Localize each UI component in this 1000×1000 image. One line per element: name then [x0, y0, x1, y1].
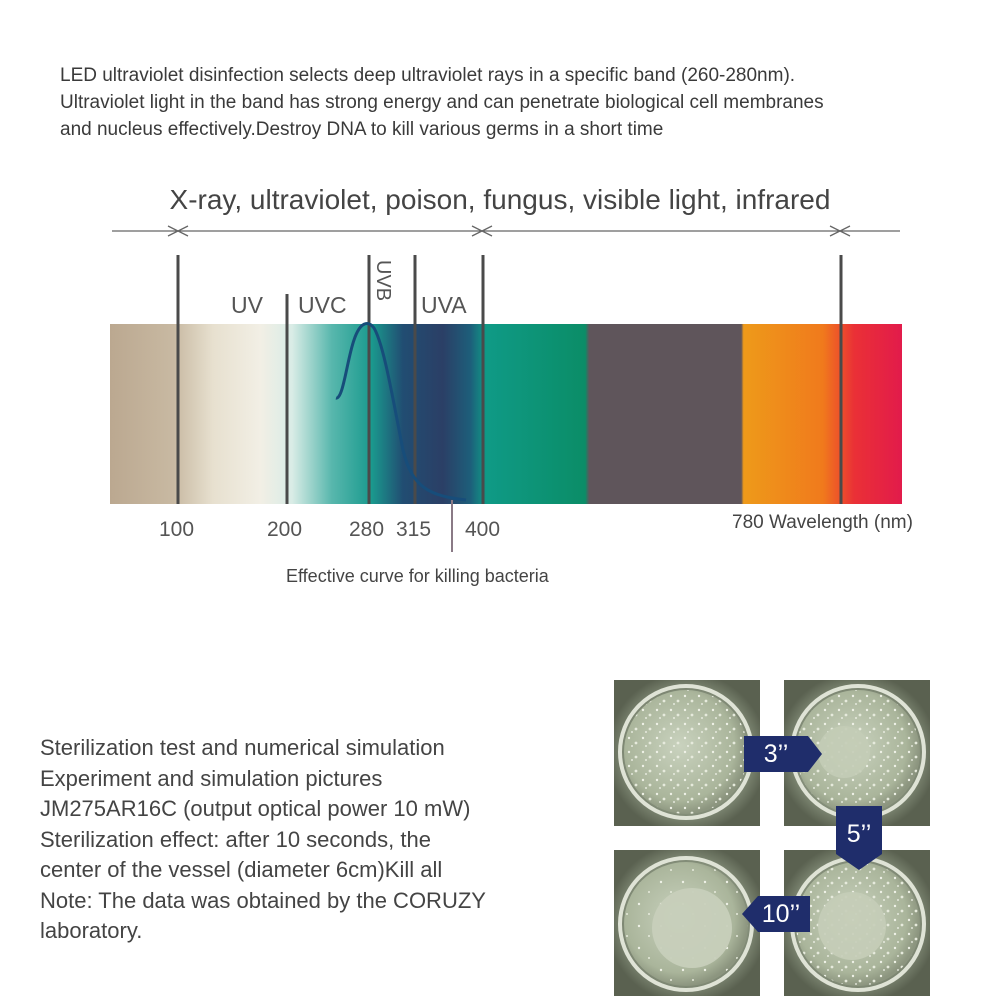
test-line: Sterilization test and numerical simulation — [40, 735, 445, 760]
intro-text — [60, 62, 990, 143]
band-title: X-ray, ultraviolet, poison, fungus, visible light, infrared — [169, 184, 831, 215]
badge-3s: 3’’ — [763, 739, 789, 768]
curve-caption: Effective curve for killing bacteria — [286, 566, 549, 586]
tick-label: 200 — [267, 518, 303, 541]
intro-line: and nucleus effectively.Destroy DNA to kill various germs in a short time — [60, 119, 664, 140]
badge-5s: 5’’ — [846, 819, 872, 848]
test-line: laboratory. — [40, 918, 143, 943]
tick-label: 100 — [159, 518, 195, 541]
intro-line: Ultraviolet light in the band has strong energy and can penetrate biological cell membranes — [60, 92, 824, 113]
petri-dish-10s — [612, 848, 762, 998]
wavelength-label: 780 Wavelength (nm) — [732, 512, 913, 533]
band-label-uv: UV — [231, 292, 263, 318]
tick-label: 315 — [396, 518, 432, 541]
petri-dish-0s — [612, 678, 762, 828]
test-line: JM275AR16C (output optical power 10 mW) — [40, 796, 471, 821]
intro-line: LED ultraviolet disinfection selects deep ultraviolet rays in a specific band (260-280nm). — [60, 65, 796, 86]
spectrum-diagram — [0, 220, 1000, 560]
test-line: Note: The data was obtained by the CORUZY — [40, 887, 486, 913]
spectrum-bar — [110, 324, 902, 504]
band-label-uvc: UVC — [298, 292, 347, 318]
badge-10s: 10’’ — [761, 899, 801, 928]
band-label-uva: UVA — [421, 292, 467, 318]
test-line: Sterilization effect: after 10 seconds, the — [40, 826, 431, 852]
test-line: Experiment and simulation pictures — [40, 765, 383, 791]
band-label-uvb: UVB — [372, 260, 394, 302]
sterilization-test-text — [40, 733, 486, 947]
test-line: center of the vessel (diameter 6cm)Kill all — [40, 857, 443, 882]
tick-label: 280 — [349, 518, 385, 541]
range-arrows — [112, 226, 900, 236]
petri-dish-photos — [612, 678, 932, 998]
tick-label: 400 — [465, 518, 501, 541]
